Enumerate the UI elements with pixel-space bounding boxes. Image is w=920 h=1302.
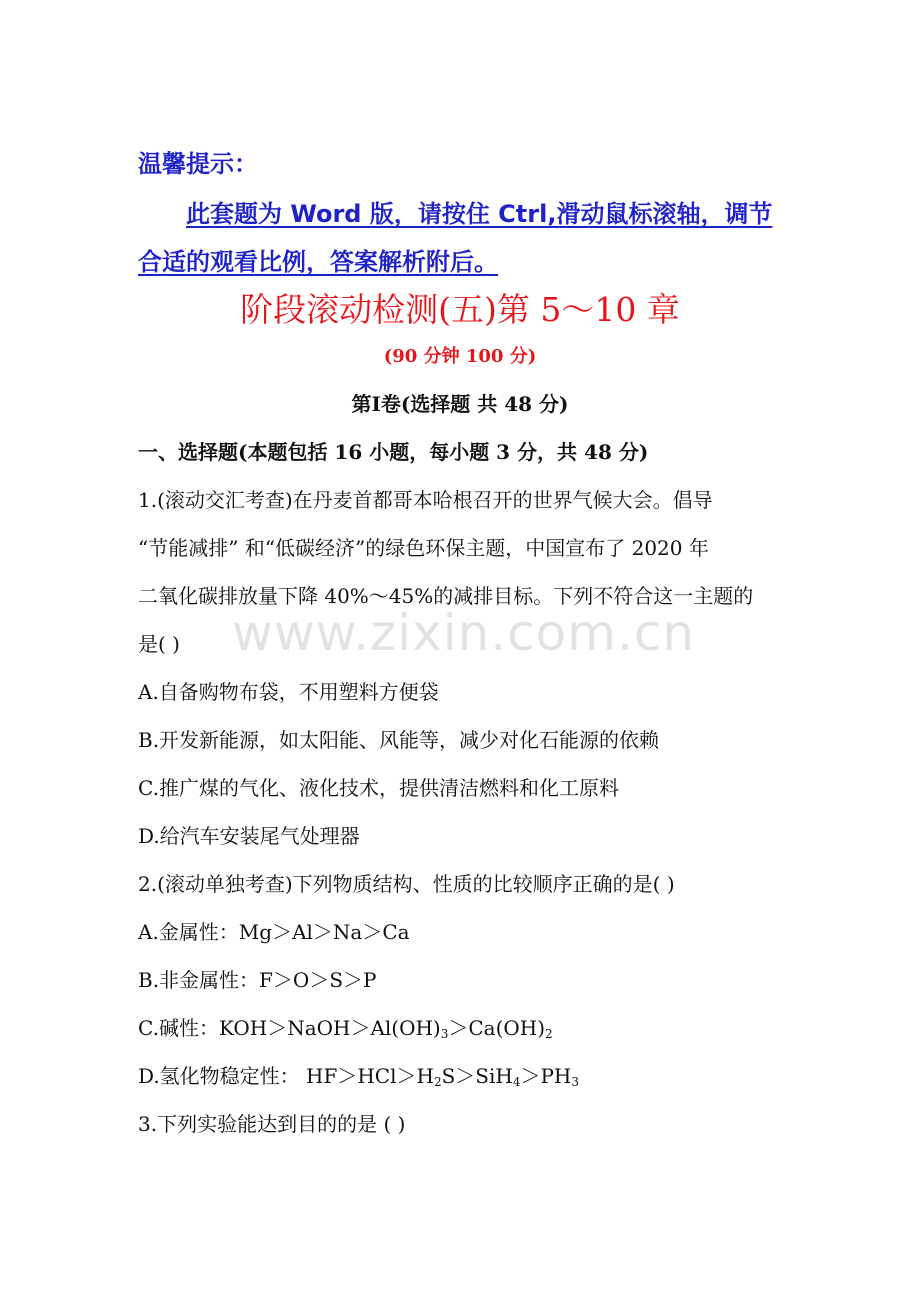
question-1-option-a: A.自备购物布袋，不用塑料方便袋	[138, 680, 439, 704]
question-1-line-1: 1.(滚动交汇考查)在丹麦首都哥本哈根召开的世界气候大会。倡导	[138, 488, 713, 512]
question-1-option-c: C.推广煤的气化、液化技术，提供清洁燃料和化工原料	[138, 776, 619, 800]
question-2-option-c: C.碱性：$KOH>NaOH>Al(OH)_3>Ca(OH)_2$	[138, 1016, 553, 1041]
page-title: 阶段滚动检测(五)第 5～10 章	[240, 290, 680, 329]
question-1-line-4: 是( )	[138, 632, 180, 656]
tip-label: 温馨提示：	[138, 150, 258, 178]
question-2-option-b: B.非金属性：F＞O＞S＞P	[138, 968, 377, 992]
question-2-option-d: D.氢化物稳定性： $HF>HCl>H_2S>SiH_4>PH_3$	[138, 1064, 580, 1089]
question-1-option-b: B.开发新能源，如太阳能、风能等，减少对化石能源的依赖	[138, 728, 660, 752]
question-1-line-3: 二氧化碳排放量下降 40%～45%的减排目标。下列不符合这一主题的	[138, 584, 754, 608]
tip-text-line-1: 此套题为 Word 版，请按住 Ctrl,滑动鼠标滚轴，调节	[186, 200, 773, 228]
tip-text-line-2: 合适的观看比例，答案解析附后。	[138, 248, 498, 276]
part-heading: 一、选择题(本题包括 16 小题，每小题 3 分，共 48 分)	[138, 440, 649, 464]
exam-duration-score: (90 分钟 100 分)	[383, 346, 537, 367]
section-heading: 第Ⅰ卷(选择题 共 48 分)	[351, 392, 569, 416]
question-1-line-2: “节能减排” 和“低碳经济”的绿色环保主题，中国宣布了 2020 年	[138, 536, 709, 560]
watermark: www.zixin.com.cn	[232, 604, 696, 662]
question-2-option-a: A.金属性：Mg＞Al＞Na＞Ca	[138, 920, 410, 944]
question-1-option-d: D.给汽车安装尾气处理器	[138, 824, 360, 848]
question-2-stem: 2.(滚动单独考查)下列物质结构、性质的比较顺序正确的是( )	[138, 872, 675, 896]
question-3-stem: 3.下列实验能达到目的的是 ( )	[138, 1112, 406, 1136]
